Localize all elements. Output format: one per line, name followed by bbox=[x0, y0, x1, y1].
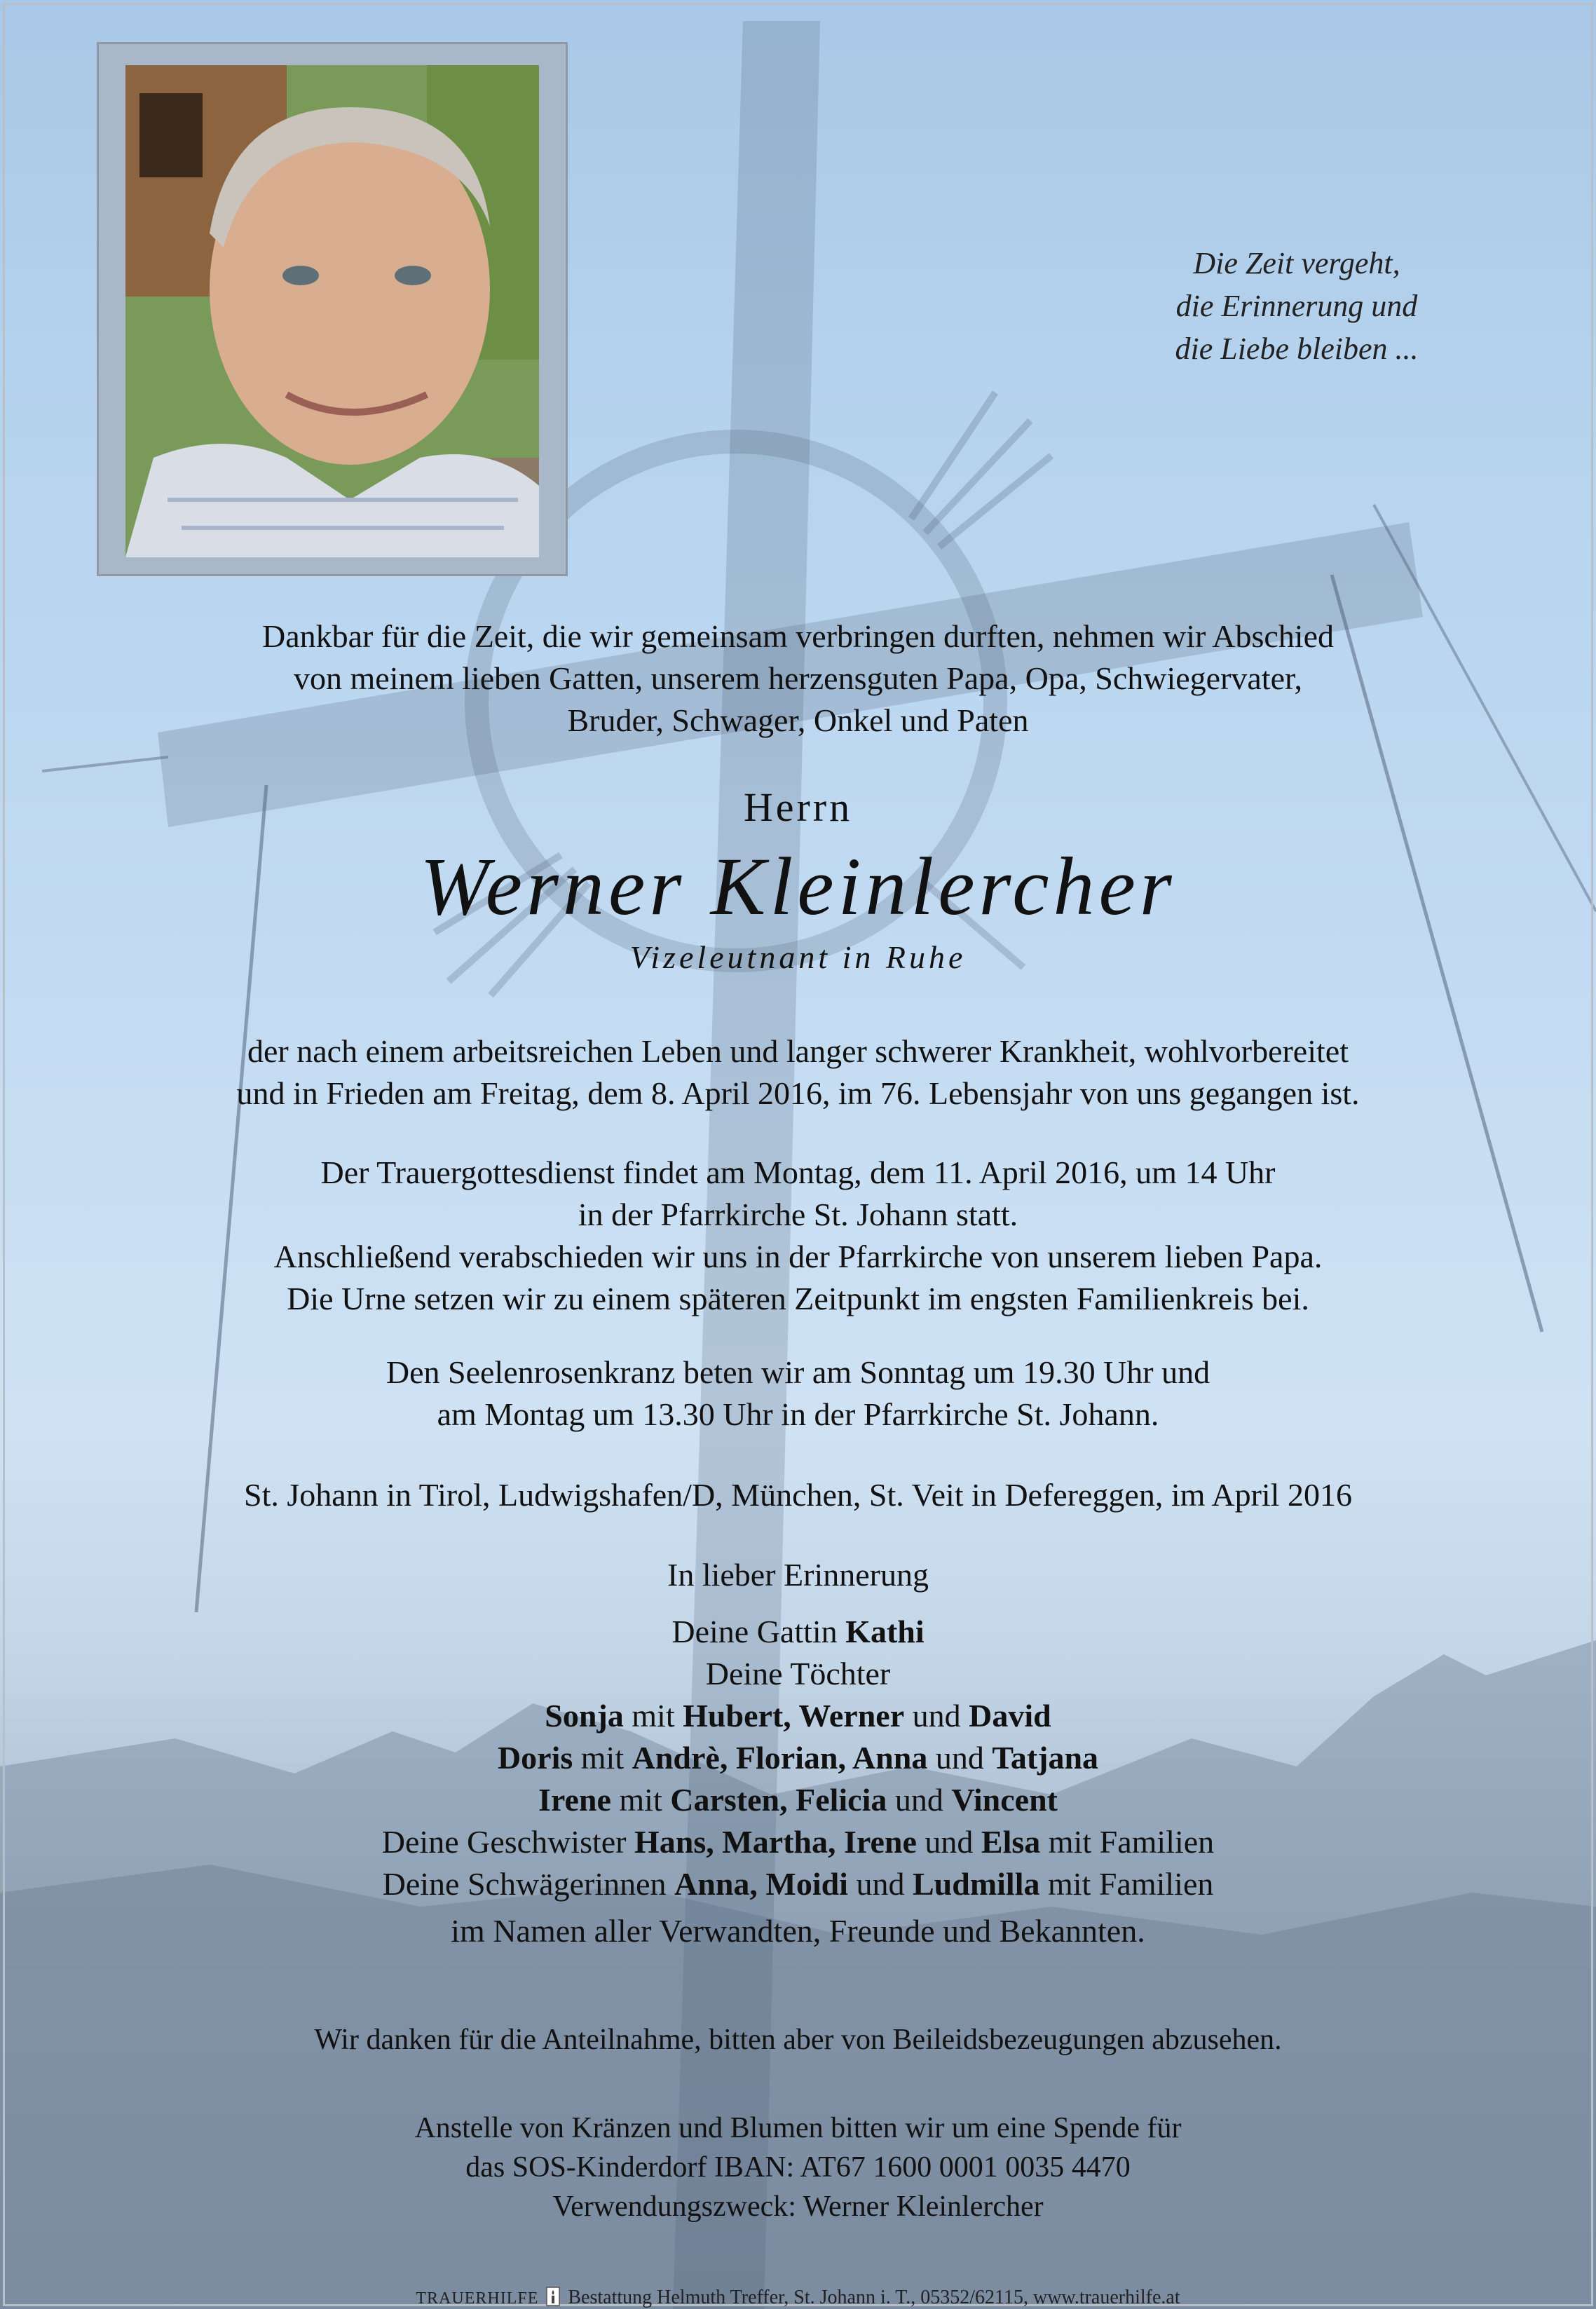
death-notice bbox=[0, 1030, 1596, 1115]
funeral-line: Die Urne setzen wir zu einem späteren Zeitpunkt im engsten Familienkreis bei. bbox=[287, 1281, 1309, 1316]
daughter-line bbox=[0, 1779, 1596, 1821]
salutation: Herrn bbox=[743, 784, 853, 830]
daughter-name: Doris bbox=[497, 1740, 573, 1776]
connector: und bbox=[912, 1698, 961, 1734]
candle-icon bbox=[546, 2287, 560, 2306]
funeral-info bbox=[0, 1152, 1596, 1320]
connector: und bbox=[856, 1866, 905, 1902]
daughter-name: Sonja bbox=[545, 1698, 624, 1734]
inlaws-last: Ludmilla bbox=[912, 1866, 1040, 1902]
donation-note bbox=[0, 2109, 1596, 2226]
intro-line: Bruder, Schwager, Onkel und Paten bbox=[567, 702, 1029, 738]
funeral-line: Der Trauergottesdienst findet am Montag, dem 11. April 2016, um 14 Uhr bbox=[320, 1154, 1276, 1190]
donation-line: Verwendungszweck: Werner Kleinlercher bbox=[552, 2191, 1044, 2223]
portrait-frame bbox=[97, 42, 568, 576]
portrait-photo bbox=[125, 65, 539, 557]
siblings-prefix: Deine Geschwister bbox=[381, 1824, 627, 1860]
daughter-line bbox=[0, 1695, 1596, 1737]
death-notice-line: der nach einem arbeitsreichen Leben und langer schwerer Krankheit, wohlvorbereitet bbox=[247, 1033, 1349, 1069]
connector: und bbox=[935, 1740, 984, 1776]
wife-line bbox=[0, 1611, 1596, 1653]
memorial-quote bbox=[1072, 242, 1521, 370]
connector: mit bbox=[580, 1740, 625, 1776]
siblings-last: Elsa bbox=[981, 1824, 1041, 1860]
inlaws-line bbox=[0, 1863, 1596, 1905]
family-names: Andrè, Florian, Anna bbox=[632, 1740, 928, 1776]
rosary-info bbox=[0, 1351, 1596, 1436]
deceased-rank-wrap bbox=[0, 936, 1596, 979]
thanks-line: Wir danken für die Anteilnahme, bitten aber von Beileidsbezeugungen abzusehen. bbox=[314, 2024, 1282, 2056]
deceased-name: Werner Kleinlercher bbox=[420, 840, 1176, 932]
deceased-rank: Vizeleutnant in Ruhe bbox=[629, 939, 967, 975]
intro-line: Dankbar für die Zeit, die wir gemeinsam verbringen durften, nehmen wir Abschied bbox=[261, 618, 1334, 654]
inlaws-prefix: Deine Schwägerinnen bbox=[382, 1866, 667, 1902]
daughters-label: Deine Töchter bbox=[705, 1656, 891, 1691]
family-name: Tatjana bbox=[992, 1740, 1099, 1776]
places-line: St. Johann in Tirol, Ludwigshafen/D, München, St. Veit in Defereggen, im April 2016 bbox=[244, 1477, 1352, 1513]
quote-line: Die Zeit vergeht, bbox=[1193, 246, 1400, 280]
footer bbox=[0, 2287, 1596, 2309]
intro-line: von meinem lieben Gatten, unserem herzensguten Papa, Opa, Schwiegervater, bbox=[294, 660, 1302, 696]
rosary-line: Den Seelenrosenkranz beten wir am Sonntag um 19.30 Uhr und bbox=[386, 1354, 1210, 1390]
mourners-list bbox=[0, 1611, 1596, 1905]
mourners-closing: im Namen aller Verwandten, Freunde und Bekannten. bbox=[451, 1913, 1145, 1949]
deceased-name-block bbox=[0, 786, 1596, 829]
family-name: David bbox=[969, 1698, 1051, 1734]
portrait-illustration bbox=[125, 65, 539, 557]
inlaws-names: Anna, Moidi bbox=[674, 1866, 848, 1902]
daughter-line bbox=[0, 1737, 1596, 1779]
family-names: Hubert, Werner bbox=[683, 1698, 905, 1734]
wife-name: Kathi bbox=[845, 1614, 925, 1649]
footer-brand: TRAUERHILFE bbox=[416, 2289, 539, 2308]
places-date bbox=[0, 1474, 1596, 1516]
footer-text: Bestattung Helmuth Treffer, St. Johann i. T., 05352/62115, www.trauerhilfe.at bbox=[568, 2287, 1180, 2308]
connector: und bbox=[894, 1782, 943, 1818]
siblings-suffix: mit Familien bbox=[1048, 1824, 1215, 1860]
mourners bbox=[0, 1554, 1596, 1596]
mourners-closing-wrap bbox=[0, 1910, 1596, 1952]
mourners-heading: In lieber Erinnerung bbox=[667, 1557, 929, 1593]
family-name: Vincent bbox=[951, 1782, 1058, 1818]
quote-line: die Liebe bleiben ... bbox=[1175, 332, 1419, 366]
quote-line: die Erinnerung und bbox=[1175, 289, 1418, 323]
death-notice-line: und in Frieden am Freitag, dem 8. April 2016, im 76. Lebensjahr von uns gegangen ist. bbox=[236, 1075, 1360, 1111]
funeral-line: in der Pfarrkirche St. Johann statt. bbox=[578, 1197, 1018, 1232]
connector: mit bbox=[619, 1782, 662, 1818]
connector: und bbox=[925, 1824, 974, 1860]
funeral-line: Anschließend verabschieden wir uns in der Pfarrkirche von unserem lieben Papa. bbox=[273, 1239, 1323, 1274]
family-names: Carsten, Felicia bbox=[670, 1782, 887, 1818]
wife-prefix: Deine Gattin bbox=[671, 1614, 838, 1649]
siblings-names: Hans, Martha, Irene bbox=[634, 1824, 917, 1860]
thanks-note bbox=[0, 2019, 1596, 2061]
connector: mit bbox=[632, 1698, 675, 1734]
daughter-name: Irene bbox=[538, 1782, 611, 1818]
rosary-line: am Montag um 13.30 Uhr in der Pfarrkirche St. Johann. bbox=[437, 1396, 1159, 1432]
inlaws-suffix: mit Familien bbox=[1047, 1866, 1214, 1902]
siblings-line bbox=[0, 1821, 1596, 1863]
intro-paragraph bbox=[0, 615, 1596, 742]
deceased-name-wrap bbox=[0, 841, 1596, 932]
donation-line: Anstelle von Kränzen und Blumen bitten wir um eine Spende für bbox=[414, 2112, 1182, 2144]
donation-line: das SOS-Kinderdorf IBAN: AT67 1600 0001 0035 4470 bbox=[465, 2151, 1131, 2184]
